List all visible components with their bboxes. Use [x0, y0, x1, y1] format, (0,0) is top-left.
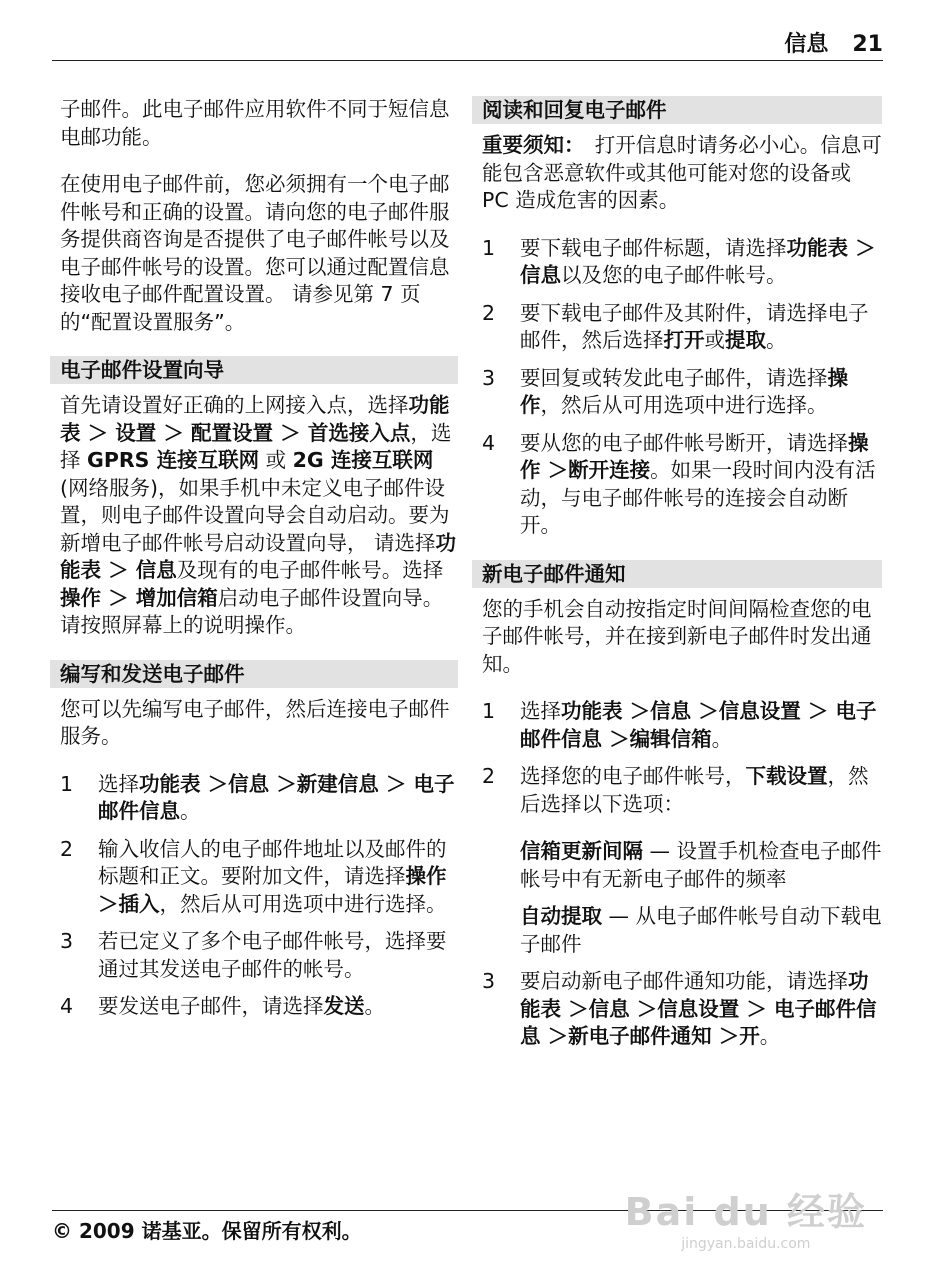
right-column [482, 96, 882, 1061]
intro-paragraph-2: 在使用电子邮件前，您必须拥有一个电子邮件帐号和正确的设置。请向您的电子邮件服务提供商咨询是否提供了电子邮件帐号以及电子邮件帐号的设置。您可以通过配置信息接收电子邮件配置设置。 请参见第 7 页的“配置设置服务”。 [60, 172, 450, 334]
page-number: 21 [852, 32, 883, 57]
left-column [60, 96, 458, 1031]
notify-step: 1 选择功能表 ＞信息 ＞信息设置 ＞ 电子邮件信息 ＞编辑信箱。 [482, 699, 877, 751]
watermark-logo: Bai du 经验 jingyan.baidu.com [624, 1190, 867, 1252]
notify-step: 2 选择您的电子邮件帐号，下载设置，然后选择以下选项： [482, 764, 869, 816]
compose-step: 2 输入收信人的电子邮件地址以及邮件的标题和正文。要附加文件，请选择操作 ＞插入，然后从可用选项中进行选择。 [60, 836, 447, 916]
option-auto-retrieve: 自动提取 — 从电子邮件帐号自动下载电子邮件 [520, 904, 882, 956]
intro-paragraph-1: 子邮件。此电子邮件应用软件不同于短信息电邮功能。 [60, 97, 450, 149]
notice-label: 重要须知： [482, 133, 575, 157]
notify-step: 3 要启动新电子邮件通知功能，请选择功能表 ＞信息 ＞信息设置 ＞ 电子邮件信息 ＞新电子邮件通知 ＞开。 [482, 969, 877, 1048]
compose-step: 4 要发送电子邮件，请选择发送。 [60, 994, 385, 1018]
page-header [52, 30, 883, 61]
section-heading-notify: 新电子邮件通知 [472, 560, 882, 588]
read-step: 1 要下载电子邮件标题，请选择功能表 ＞信息以及您的电子邮件帐号。 [482, 235, 876, 287]
notify-intro: 您的手机会自动按指定时间间隔检查您的电子邮件帐号，并在接到新电子邮件时发出通知。 [482, 596, 872, 676]
header-section-title: 信息 [784, 32, 829, 57]
wizard-paragraph: 首先请设置好正确的上网接入点，选择功能表 ＞ 设置 ＞ 配置设置 ＞ 首选接入点，选择 GPRS 连接互联网 或 2G 连接互联网 (网络服务)，如果手机中未定义电子邮件设置，则电子邮件设置向导会自动启动。要为新增电子邮件帐号启动设置向导， 请选择功能表 ＞ 信息及现有的电子邮件帐号。选择操作 ＞ 增加信箱启动电子邮件设置向导。请按照屏幕上的说明操作。 [60, 393, 457, 637]
section-heading-read: 阅读和回复电子邮件 [472, 96, 882, 124]
section-heading-wizard: 电子邮件设置向导 [50, 356, 458, 384]
important-notice: 重要须知： 打开信息时请务必小心。信息可能包含恶意软件或其他可能对您的设备或 PC 造成危害的因素。 [482, 133, 882, 212]
section-heading-compose: 编写和发送电子邮件 [50, 660, 458, 688]
compose-intro: 您可以先编写电子邮件，然后连接电子邮件服务。 [60, 696, 450, 748]
read-step: 3 要回复或转发此电子邮件，请选择操作，然后从可用选项中进行选择。 [482, 365, 848, 417]
read-step: 2 要下载电子邮件及其附件，请选择电子邮件，然后选择打开或提取。 [482, 300, 869, 352]
read-step: 4 要从您的电子邮件帐号断开，请选择操作 ＞断开连接。如果一段时间内没有活动，与电子邮件帐号的连接会自动断开。 [482, 430, 876, 537]
option-mailbox-update-interval: 信箱更新间隔 — 设置手机检查电子邮件帐号中有无新电子邮件的频率 [520, 839, 882, 891]
compose-step: 3 若已定义了多个电子邮件帐号，选择要通过其发送电子邮件的帐号。 [60, 929, 447, 981]
compose-step: 1 选择功能表 ＞信息 ＞新建信息 ＞ 电子邮件信息。 [60, 771, 455, 823]
copyright-footer: © 2009 诺基亚。保留所有权利。 [52, 1210, 883, 1244]
